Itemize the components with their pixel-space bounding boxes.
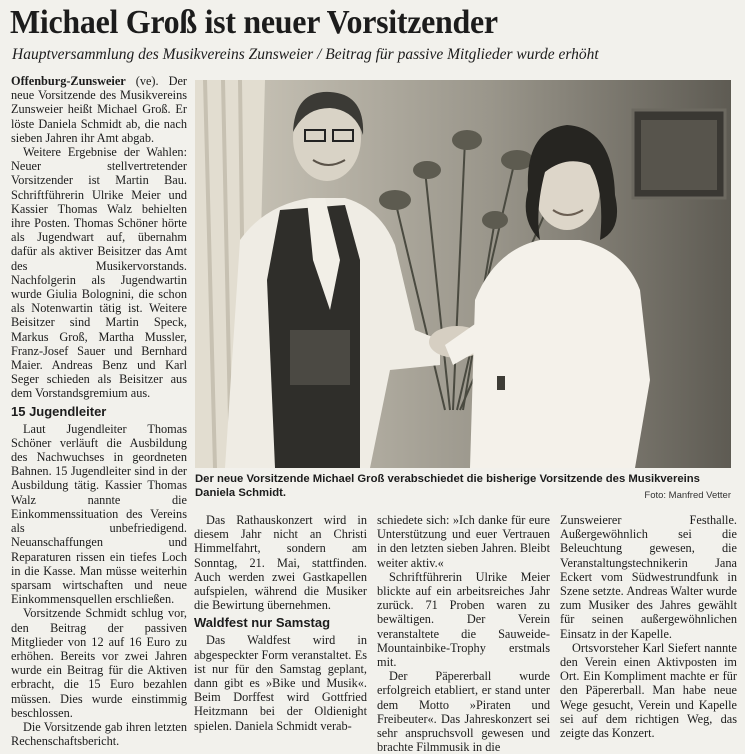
article-headline: Michael Groß ist neuer Vorsitzender bbox=[10, 4, 498, 41]
paragraph: Der Päpererball wurde erfolgreich etabliert, er stand unter dem Motto »Piraten und Freibeuter«. Das Jahreskonzert sei sehr anspruchsvoll gewesen und brachte Filmmusik in die bbox=[377, 669, 550, 754]
paragraph: Zunsweierer Festhalle. Außergewöhnlich sei die Beleuchtung gewesen, die Veranstaltungstechnikerin Jana Eckert vom Südwestrundfunk in Szene setzte. Andreas Walter wurde zum Musiker des Jahres gewählt für seinen außergewöhnlichen Einsatz in der Kapelle. bbox=[560, 513, 737, 641]
text-column-1 bbox=[11, 74, 187, 749]
section-heading: 15 Jugendleiter bbox=[11, 403, 107, 419]
photo-credit: Foto: Manfred Vetter bbox=[644, 490, 731, 501]
text-column-3 bbox=[377, 513, 550, 754]
paragraph: Das Rathauskonzert wird in diesem Jahr nicht an Christi Himmelfahrt, sondern am Sonntag, 21. Mai, stattfinden. Auch werden zwei Gastkapellen aufspielen, während die Musiker die Bewirtung übernehmen. bbox=[194, 513, 367, 613]
paragraph: Ortsvorsteher Karl Siefert nannte den Verein einen Aktivposten im Ort. Ein Kompliment machte er für den Päpererball. Man habe neue Wege gesucht, Verein und Kapelle sei auf dem richtigen Weg, das zeigte das Konzert. bbox=[560, 640, 737, 741]
paragraph: Schriftführerin Ulrike Meier blickte auf ein arbeitsreiches Jahr zurück. 71 Proben waren zu bewältigen. Der Verein veranstaltete die Sauweide-Mountainbike-Trophy erstmals mit. bbox=[377, 569, 550, 670]
paragraph: Das Waldfest wird in abgespeckter Form veranstaltet. Es ist nur für den Samstag geplant, dann gibt es »Bike und Musik«. Beim Dorffest wird Gottfried Heitzmann bei der Oldienight spielen. Daniela Schmidt verab- bbox=[194, 633, 367, 733]
paragraph: Laut Jugendleiter Thomas Schöner verläuft die Ausbildung des Nachwuchses in geordneten Bahnen. 15 Jugendleiter sind in der Ausbildung tätig. Kassier Thomas Walz nannte die Einkommenssituation des Vereins als unbefriedigend. Neuanschaffungen und Reparaturen rissen ein tiefes Loch in die Kasse. Man müsse weiterhin sparsam wirtschaften und neue Einkommensquellen erschließen. bbox=[11, 421, 187, 607]
paragraph: Weitere Ergebnise der Wahlen: Neuer stellvertretender Vorsitzender ist Martin Bau. Schriftführerin Ulrike Meier und Kassier Thomas Walz behielten ihre Posten. Thomas Schöner hörte als Jugendwart auf, übernahm dafür als aktiver Beisitzer das Amt des Musikervorstands. Nachfolgerin als Jugendwartin wurde Giulia Bolognini, die schon als Notenwartin tätig ist. Weitere Beisitzer sind Martin Speck, Markus Groß, Martha Mussler, Franz-Josef Sauer und Bernhard Maier. Andreas Benz und Karl Seger schieden als Beisitzer aus dem Vorstandsgremium aus. bbox=[11, 145, 187, 401]
section-heading: Waldfest nur Samstag bbox=[194, 615, 331, 631]
paragraph: Vorsitzende Schmidt schlug vor, den Beitrag der passiven Mitglieder von 12 auf 16 Euro zu erhöhen. Bereits vor zwei Jahren wurde ein Beitrag für die Aktiven erbracht, die 15 Euro bezahlen müssen. Dies wurde einstimmig beschlossen. bbox=[11, 606, 187, 720]
paragraph: Die Vorsitzende gab ihren letzten Rechenschaftsbericht. bbox=[11, 719, 187, 749]
paragraph bbox=[11, 74, 187, 145]
photo-caption: Der neue Vorsitzende Michael Groß verabschiedet die bisherige Vorsitzende des Musikvereins Daniela Schmidt. bbox=[195, 473, 700, 499]
text-column-4 bbox=[560, 513, 737, 741]
article-photo bbox=[195, 80, 731, 468]
text-column-2 bbox=[194, 513, 367, 735]
paragraph: schiedete sich: »Ich danke für eure Unterstützung und euer Vertrauen in den letzten sieben Jahren. Bleibt weiter aktiv.« bbox=[377, 513, 550, 570]
dateline-tag: (ve). bbox=[135, 74, 159, 88]
paragraph-text: Der neue Vorsitzende des Musikvereins Zunsweier heißt Michael Groß. Er löste Daniela Schmidt ab, die nach sieben Jahren ihr Amt abgab. bbox=[11, 74, 187, 145]
article-subheadline: Hauptversammlung des Musikvereins Zunsweier / Beitrag für passive Mitglieder wurde erhöht bbox=[12, 46, 599, 63]
dateline: Offenburg-Zunsweier bbox=[11, 74, 126, 88]
